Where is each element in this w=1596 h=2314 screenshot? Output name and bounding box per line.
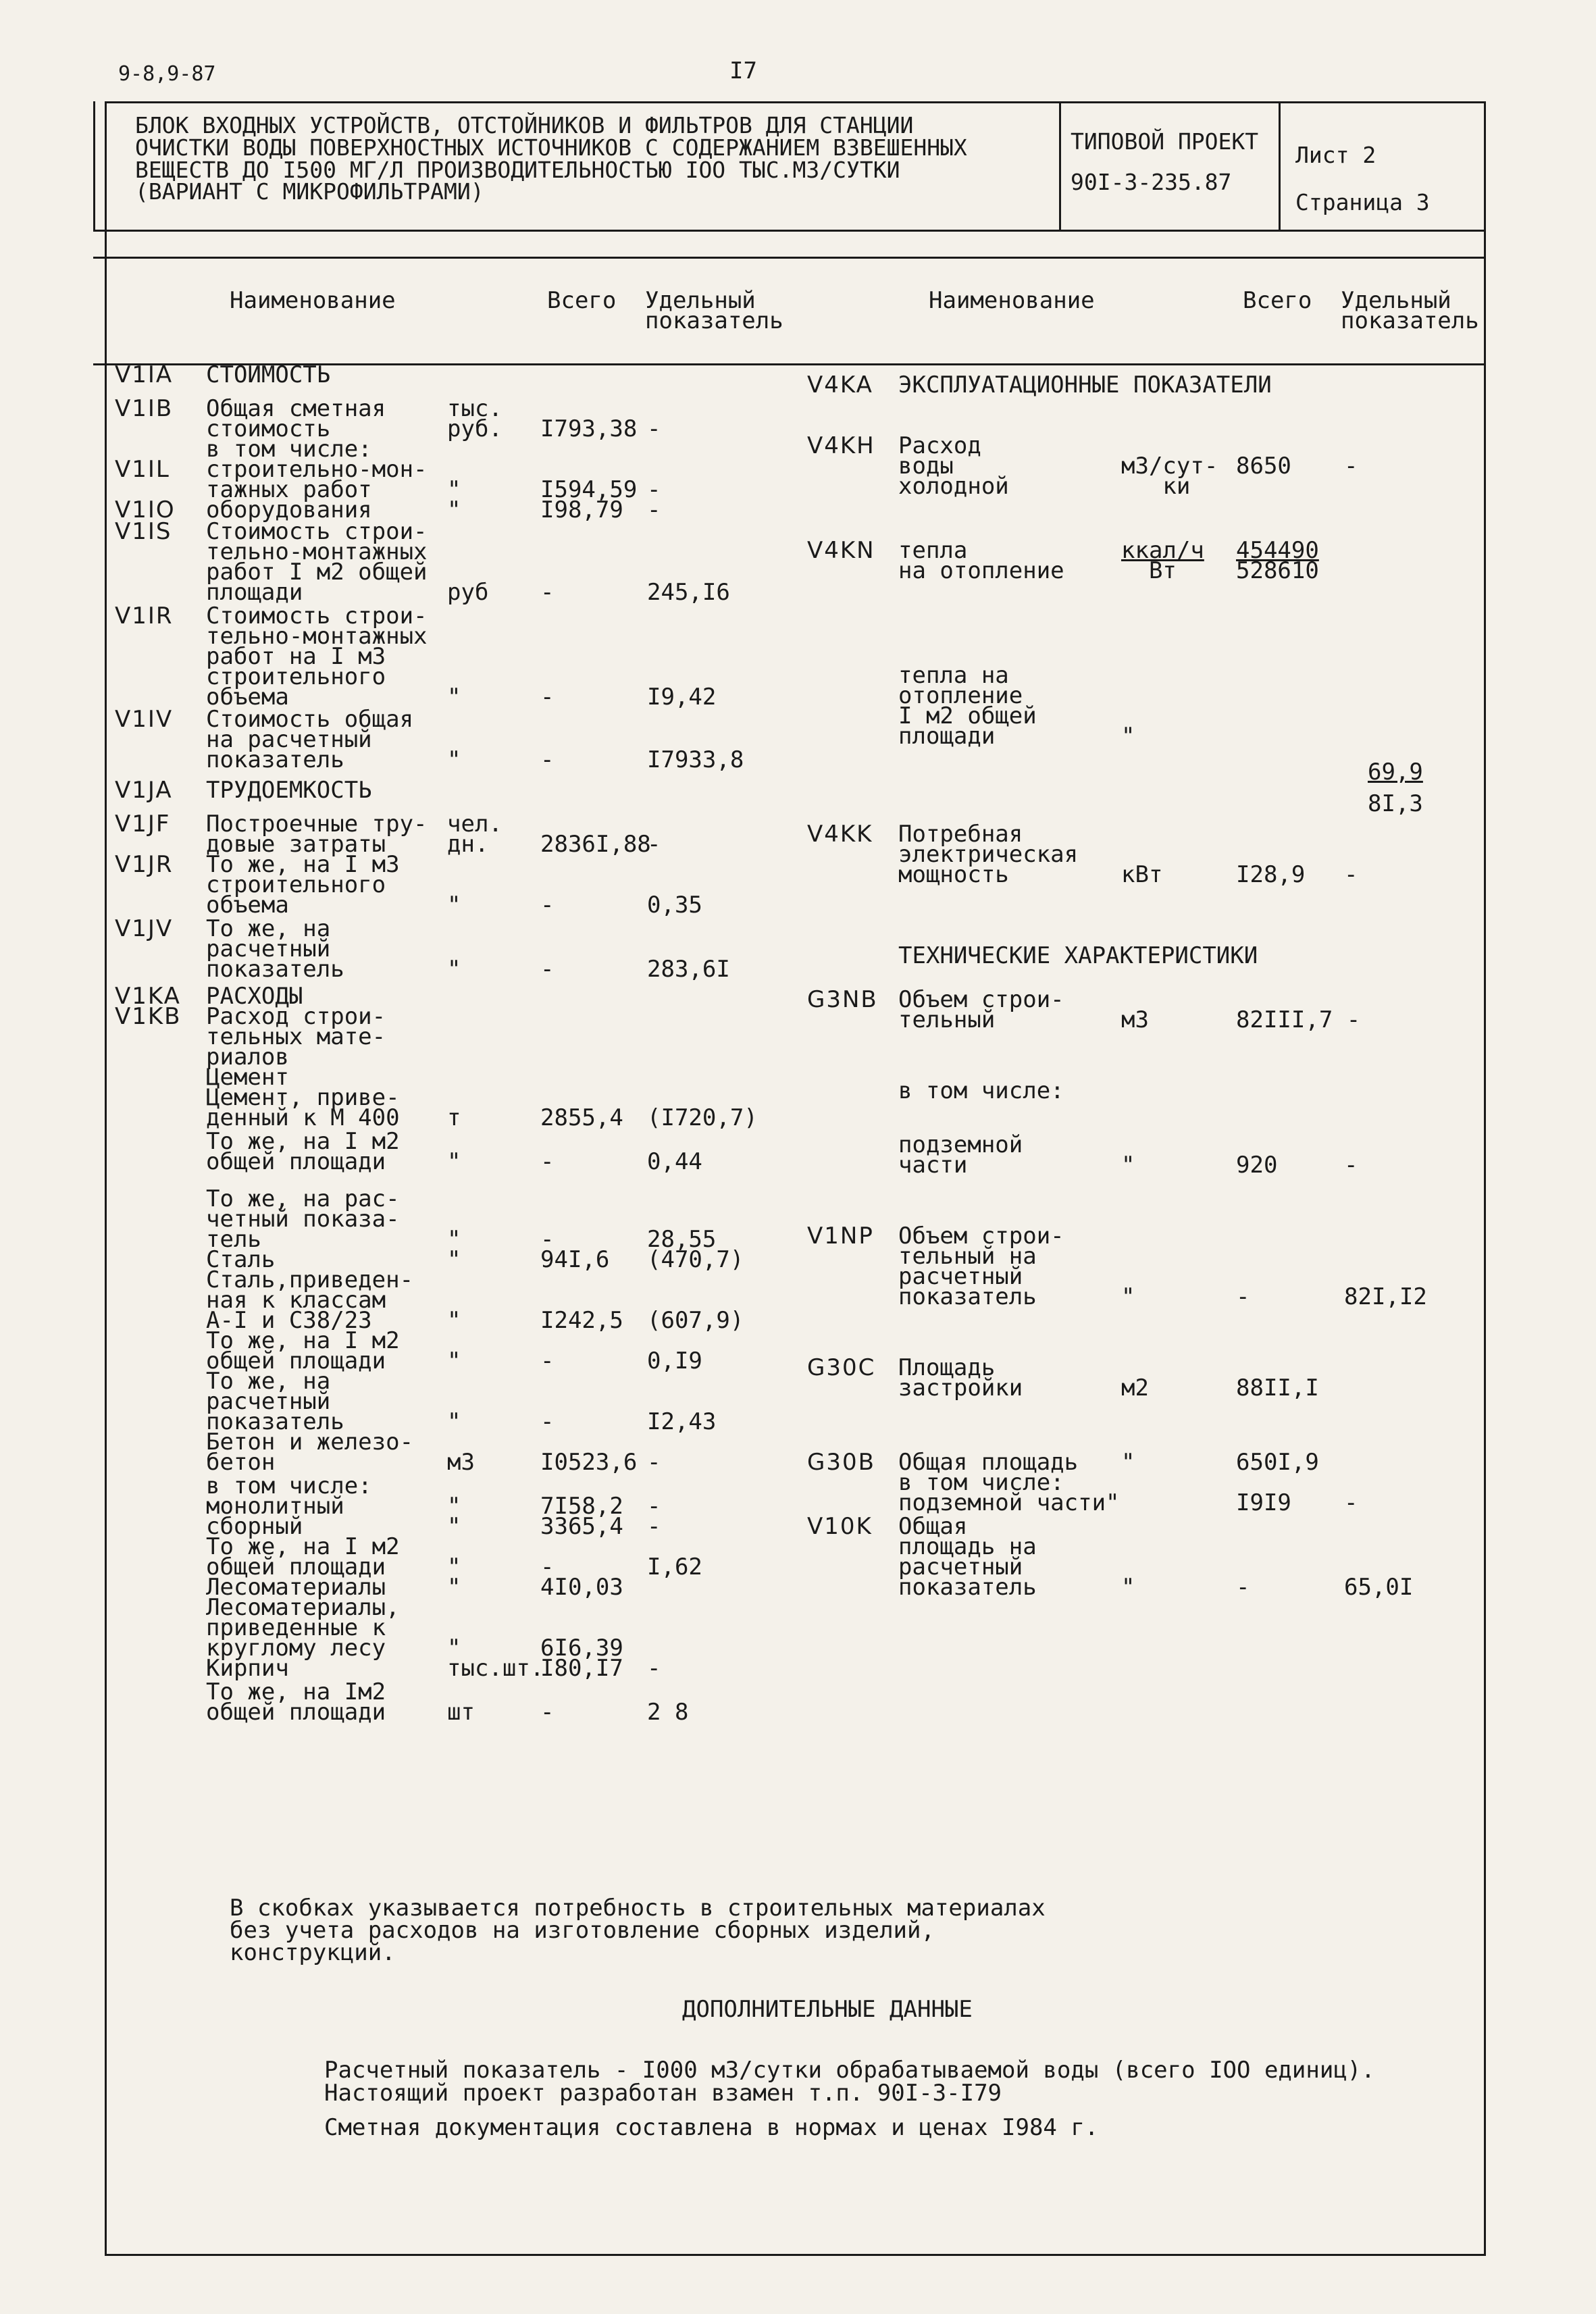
right-row-6-total: 82III,7 - <box>1236 1006 1361 1033</box>
left-row-12-label: Расход строи- тельных мате- риалов Цемент Цемент, приве- денный к М 400 <box>206 1003 400 1131</box>
left-row-17-unit: " <box>447 1347 461 1374</box>
right-row-8-label: подземной части <box>898 1131 1023 1179</box>
left-row-11-code: V1KA <box>115 983 181 1010</box>
left-row-16-label: Сталь,приведен- ная к классам А-I и С38/23 <box>206 1266 414 1334</box>
title-bottom-rule <box>93 230 1486 232</box>
left-row-2-code: V1IL <box>115 456 170 483</box>
left-row-19-unit: м3 <box>447 1449 475 1476</box>
additional-line-2: Настоящий проект разработан взамен т.п. 90I-3-I79 <box>324 2080 1002 2107</box>
left-margin-rule <box>93 101 95 230</box>
page-code: 9-8,9-87 <box>118 62 216 86</box>
project-number: 90I-3-235.87 <box>1071 169 1232 195</box>
left-row-22-label: Лесоматериалы, приведенные к круглому лесу <box>206 1594 400 1662</box>
right-row-1-specific: - <box>1344 453 1358 480</box>
right-row-10-total: 88II,I <box>1236 1374 1319 1402</box>
col-total-left: Всего <box>547 287 617 314</box>
left-row-3-code: V1IO <box>115 496 176 523</box>
left-row-1-specific: - <box>647 415 661 442</box>
left-row-8-unit: чел. дн. <box>447 811 503 858</box>
left-row-13-total: - <box>540 1148 555 1175</box>
left-row-19-specific: - <box>647 1449 661 1476</box>
left-row-4-unit: руб <box>447 579 489 606</box>
left-row-21-total: - 4I0,03 <box>540 1553 623 1601</box>
left-row-20-specific: - - <box>647 1493 661 1540</box>
right-row-8-total: 920 <box>1236 1152 1278 1179</box>
right-row-1-total: 8650 <box>1236 453 1291 480</box>
left-row-14-label: То же, на рас- четный показа- тель <box>206 1185 400 1253</box>
left-row-2-total: I594,59 <box>540 476 638 503</box>
title-line-1: БЛОК ВХОДНЫХ УСТРОЙСТВ, ОТСТОЙНИКОВ И ФИЛЬТРОВ ДЛЯ СТАНЦИИ <box>135 112 914 138</box>
left-row-21-label: То же, на I м2 общей площади Лесоматериалы <box>206 1533 400 1601</box>
title-line-2: ОЧИСТКИ ВОДЫ ПОВЕРХНОСТНЫХ ИСТОЧНИКОВ С СОДЕРЖАНИЕМ ВЗВЕШЕННЫХ <box>135 134 967 161</box>
right-row-12-specific: 65,0I <box>1344 1574 1414 1601</box>
left-row-5-code: V1IR <box>115 602 174 629</box>
left-row-16-specific: (607,9) <box>647 1307 744 1334</box>
left-row-10-total: - <box>540 956 555 983</box>
left-row-15-total: 94I,6 <box>540 1246 610 1273</box>
left-row-24-label: То же, на Iм2 общей площади <box>206 1678 386 1726</box>
right-row-12-code: V10K <box>807 1513 873 1540</box>
left-row-15-specific: (470,7) <box>647 1246 744 1273</box>
right-row-11-unit: " <box>1121 1449 1135 1476</box>
left-row-8-code: V1JF <box>115 811 171 838</box>
col-name-right: Наименование <box>929 287 1095 314</box>
right-row-10-code: G30C <box>807 1354 876 1381</box>
col-spec-right: Удельный показатель <box>1341 287 1479 334</box>
right-row-9-unit: " <box>1121 1283 1135 1310</box>
right-row-2-unit: ккал/ч Вт <box>1121 537 1204 584</box>
right-row-5-label: ТЕХНИЧЕСКИЕ ХАРАКТЕРИСТИКИ <box>898 942 1258 969</box>
right-row-11-label: Общая площадь в том числе: подземной части" <box>898 1449 1120 1516</box>
left-row-18-label: То же, на расчетный показатель <box>206 1368 344 1435</box>
left-row-3-specific: - <box>647 496 661 523</box>
left-row-20-label: в том числе: монолитный сборный <box>206 1472 372 1540</box>
left-row-7-label: ТРУДОЕМКОСТЬ <box>206 777 372 804</box>
left-row-13-unit: " <box>447 1148 461 1175</box>
right-row-4-total: I28,9 <box>1236 861 1306 888</box>
left-row-1-total: I793,38 <box>540 415 638 442</box>
left-row-4-label: Стоимость строи- тельно-монтажных работ I м2 общей площади <box>206 518 428 606</box>
left-row-3-label: оборудования <box>206 496 372 523</box>
right-row-12-total: - <box>1236 1574 1250 1601</box>
left-row-7-code: V1JA <box>115 777 173 804</box>
note-line-1: В скобках указывается потребность в строительных материалах <box>230 1895 1046 1922</box>
col-spec-left: Удельный показатель <box>645 287 783 334</box>
heat-specific-top: 69,9 <box>1368 759 1423 786</box>
left-row-9-unit: " <box>447 892 461 919</box>
left-row-5-unit: " <box>447 684 461 711</box>
left-row-12-code: V1KB <box>115 1003 182 1030</box>
sheet-label: Лист 2 <box>1295 142 1376 168</box>
left-row-14-specific: 28,55 <box>647 1226 717 1253</box>
right-row-12-label: Общая площадь на расчетный показатель <box>898 1513 1037 1601</box>
additional-heading: ДОПОЛНИТЕЛЬНЫЕ ДАННЫЕ <box>682 1996 973 2023</box>
right-row-2-total: 454490 528610 <box>1236 537 1319 584</box>
left-row-11-label: РАСХОДЫ <box>206 983 303 1010</box>
right-row-1-label: Расход воды холодной <box>898 432 1009 500</box>
left-row-14-unit: " <box>447 1226 461 1253</box>
left-row-9-specific: 0,35 <box>647 892 702 919</box>
right-row-4-code: V4KK <box>807 821 873 848</box>
left-row-10-code: V1JV <box>115 915 174 942</box>
left-row-21-unit: " " <box>447 1553 461 1601</box>
left-row-5-label: Стоимость строи- тельно-монтажных работ на I м3 строительного объема <box>206 602 428 711</box>
title-line-3: ВЕЩЕСТВ ДО I500 МГ/Л ПРОИЗВОДИТЕЛЬНОСТЬЮ IOO ТЫС.М3/СУТКИ <box>135 157 900 183</box>
left-row-8-specific: - <box>647 831 661 858</box>
left-row-16-total: I242,5 <box>540 1307 623 1334</box>
title-line-4: (ВАРИАНТ С МИКРОФИЛЬТРАМИ) <box>135 178 484 205</box>
right-row-9-total: - <box>1236 1283 1250 1310</box>
left-row-6-unit: " <box>447 746 461 773</box>
right-row-2-label: тепла на отопление <box>898 537 1064 584</box>
left-row-10-unit: " <box>447 956 461 983</box>
right-row-3-unit: " <box>1121 723 1135 750</box>
left-row-13-label: То же, на I м2 общей площади <box>206 1128 400 1175</box>
left-row-15-label: Сталь <box>206 1246 276 1273</box>
right-row-0-label: ЭКСПЛУАТАЦИОННЫЕ ПОКАЗАТЕЛИ <box>898 371 1272 398</box>
left-row-3-unit: " <box>447 496 461 523</box>
left-row-2-specific: - <box>647 476 661 503</box>
left-row-12-unit: т <box>447 1104 461 1131</box>
left-row-2-label: строительно-мон- тажных работ <box>206 456 428 503</box>
left-row-5-total: - <box>540 684 555 711</box>
right-row-9-label: Объем строи- тельный на расчетный показатель <box>898 1223 1064 1310</box>
left-row-1-unit: тыс. руб. <box>447 395 503 442</box>
left-row-14-total: - <box>540 1226 555 1253</box>
col-name-left: Наименование <box>230 287 396 314</box>
left-row-10-label: То же, на расчетный показатель <box>206 915 344 983</box>
left-row-21-specific: I,62 <box>647 1553 702 1580</box>
left-row-23-unit: тыс.шт. <box>447 1655 544 1682</box>
page-number: I7 <box>729 57 757 84</box>
left-row-2-unit: " <box>447 476 461 503</box>
left-row-9-total: - <box>540 892 555 919</box>
right-row-1-code: V4KH <box>807 432 875 459</box>
right-row-4-unit: кВт <box>1121 861 1163 888</box>
right-row-10-unit: м2 <box>1121 1374 1149 1402</box>
left-row-10-specific: 283,6I <box>647 956 730 983</box>
left-row-17-label: То же, на I м2 общей площади <box>206 1327 400 1374</box>
left-row-19-total: I0523,6 <box>540 1449 638 1476</box>
left-row-9-code: V1JR <box>115 851 174 878</box>
left-row-24-unit: шт <box>447 1699 475 1726</box>
left-row-15-unit: " <box>447 1246 461 1273</box>
left-row-12-total: 2855,4 <box>540 1104 623 1131</box>
left-row-23-total: I80,I7 <box>540 1655 623 1682</box>
right-row-8-specific: - <box>1344 1152 1358 1179</box>
note-line-3: конструкций. <box>230 1939 396 1966</box>
left-row-24-total: - <box>540 1699 555 1726</box>
right-row-11-code: G30B <box>807 1449 875 1476</box>
left-row-6-label: Стоимость общая на расчетный показатель <box>206 706 414 773</box>
left-row-1-label: Общая сметная стоимость в том числе: <box>206 395 386 463</box>
header-top-rule <box>93 257 1486 259</box>
left-row-6-code: V1IV <box>115 706 174 733</box>
heat-specific-bottom: 8I,3 <box>1368 790 1423 817</box>
right-row-6-code: G3NB <box>807 986 878 1013</box>
left-row-5-specific: I9,42 <box>647 684 717 711</box>
right-row-9-code: V1NP <box>807 1223 874 1250</box>
left-row-20-total: 7I58,2 3365,4 <box>540 1493 623 1540</box>
right-row-7-label: в том числе: <box>898 1077 1064 1104</box>
left-row-17-specific: 0,I9 <box>647 1347 702 1374</box>
project-label: ТИПОВОЙ ПРОЕКТ <box>1071 128 1259 155</box>
left-row-4-code: V1IS <box>115 518 172 545</box>
right-row-6-unit: м3 <box>1121 1006 1149 1033</box>
left-row-20-unit: " " <box>447 1493 461 1540</box>
left-row-4-specific: 245,I6 <box>647 579 730 606</box>
left-row-8-total: 2836I,88 <box>540 831 651 858</box>
title-divider-1 <box>1059 101 1061 230</box>
right-row-1-unit: м3/сут- ки <box>1121 453 1218 500</box>
left-row-12-specific: (I720,7) <box>647 1104 758 1131</box>
page-label: Страница 3 <box>1295 189 1430 215</box>
left-row-6-total: - <box>540 746 555 773</box>
left-row-18-total: - <box>540 1408 555 1435</box>
note-line-2: без учета расходов на изготовление сборных изделий, <box>230 1917 935 1944</box>
left-row-18-unit: " <box>447 1408 461 1435</box>
right-row-11-total: 650I,9 I9I9 <box>1236 1449 1319 1516</box>
left-row-0-code: V1IA <box>115 361 174 388</box>
right-row-3-label: тепла на отопление I м2 общей площади <box>898 662 1037 750</box>
left-row-9-label: То же, на I м3 строительного объема <box>206 851 400 919</box>
right-row-2-code: V4KN <box>807 537 875 564</box>
right-row-0-code: V4KA <box>807 371 873 398</box>
additional-line-3: Сметная документация составлена в нормах и ценах I984 г. <box>324 2114 1099 2141</box>
left-row-0-label: СТОИМОСТЬ <box>206 361 331 388</box>
left-row-22-total: 6I6,39 <box>540 1635 623 1662</box>
left-row-13-specific: 0,44 <box>647 1148 702 1175</box>
left-row-23-specific: - <box>647 1655 661 1682</box>
left-row-19-label: Бетон и железо- бетон <box>206 1429 414 1476</box>
col-total-right: Всего <box>1243 287 1312 314</box>
left-row-18-specific: I2,43 <box>647 1408 717 1435</box>
right-row-10-label: Площадь застройки <box>898 1354 1023 1402</box>
right-row-4-label: Потребная электрическая мощность <box>898 821 1079 888</box>
right-row-12-unit: " <box>1121 1574 1135 1601</box>
right-row-8-unit: " <box>1121 1152 1135 1179</box>
left-row-8-label: Построечные тру- довые затраты <box>206 811 428 858</box>
left-row-23-label: Кирпич <box>206 1655 289 1682</box>
additional-line-1: Расчетный показатель - I000 м3/сутки обрабатываемой воды (всего IOO единиц). <box>324 2057 1375 2084</box>
right-row-6-label: Объем строи- тельный <box>898 986 1064 1033</box>
left-row-1-code: V1IB <box>115 395 174 422</box>
left-row-24-specific: 2 8 <box>647 1699 689 1726</box>
left-row-4-total: - <box>540 579 555 606</box>
right-row-9-specific: 82I,I2 <box>1344 1283 1427 1310</box>
left-row-17-total: - <box>540 1347 555 1374</box>
left-row-3-total: I98,79 <box>540 496 623 523</box>
left-row-6-specific: I7933,8 <box>647 746 744 773</box>
right-row-11-specific: - <box>1344 1489 1358 1516</box>
left-row-16-unit: " <box>447 1307 461 1334</box>
title-divider-2 <box>1279 101 1281 230</box>
left-row-22-unit: " <box>447 1635 461 1662</box>
right-row-4-specific: - <box>1344 861 1358 888</box>
